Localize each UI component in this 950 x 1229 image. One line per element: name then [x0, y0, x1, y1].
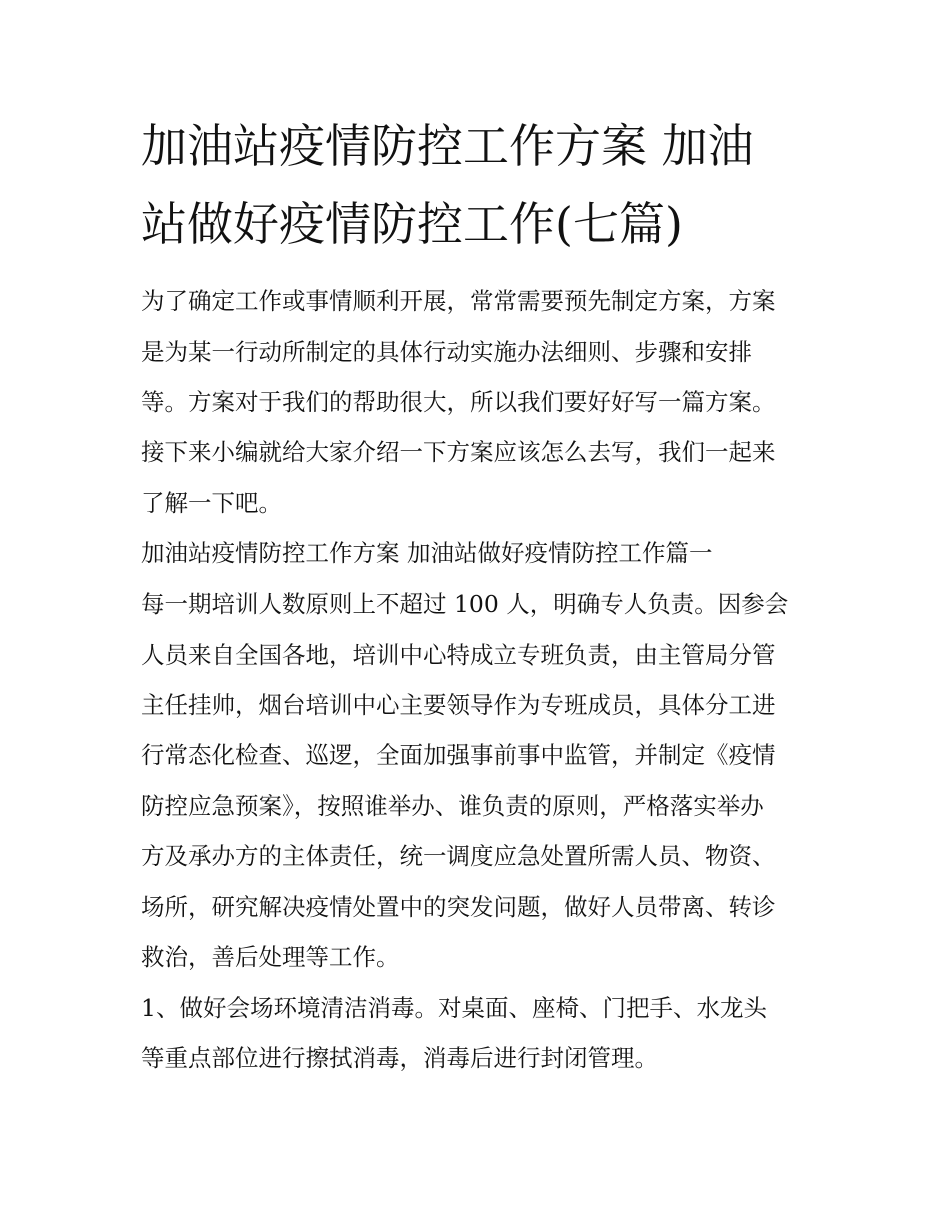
paragraph-line: 为了确定工作或事情顺利开展，常常需要预先制定方案，方案: [141, 287, 776, 315]
list-item-line: 1、做好会场环境清洁消毒。对桌面、座椅、门把手、水龙头: [141, 994, 767, 1022]
paragraph-line: 防控应急预案》，按照谁举办、谁负责的原则，严格落实举办: [141, 792, 764, 820]
paragraph-line: 方及承办方的主体责任，统一调度应急处置所需人员、物资、: [141, 842, 776, 870]
paragraph-line: 场所，研究解决疫情处置中的突发问题，做好人员带离、转诊: [141, 893, 776, 921]
list-item-line: 等重点部位进行擦拭消毒，消毒后进行封闭管理。: [141, 1044, 658, 1072]
section-heading: 加油站疫情防控工作方案 加油站做好疫情防控工作篇一: [141, 539, 713, 567]
paragraph-line: 行常态化检查、巡逻，全面加强事前事中监管，并制定《疫情: [141, 741, 776, 769]
document-title-line-1: 加油站疫情防控工作方案 加油: [141, 119, 754, 173]
paragraph-line: 是为某一行动所制定的具体行动实施办法细则、步骤和安排: [141, 338, 752, 366]
paragraph-line: 了解一下吧。: [141, 489, 282, 517]
paragraph-line: 救治，善后处理等工作。: [141, 943, 400, 971]
paragraph-line: 每一期培训人数原则上不超过 100 人，明确专人负责。因参会: [141, 590, 789, 618]
paragraph-line: 人员来自全国各地，培训中心特成立专班负责，由主管局分管: [141, 641, 776, 669]
document-title-line-2: 站做好疫情防控工作(七篇): [141, 197, 683, 251]
paragraph-line: 等。方案对于我们的帮助很大，所以我们要好好写一篇方案。: [141, 388, 776, 416]
paragraph-line: 接下来小编就给大家介绍一下方案应该怎么去写，我们一起来: [141, 438, 776, 466]
paragraph-line: 主任挂帅，烟台培训中心主要领导作为专班成员，具体分工进: [141, 691, 776, 719]
